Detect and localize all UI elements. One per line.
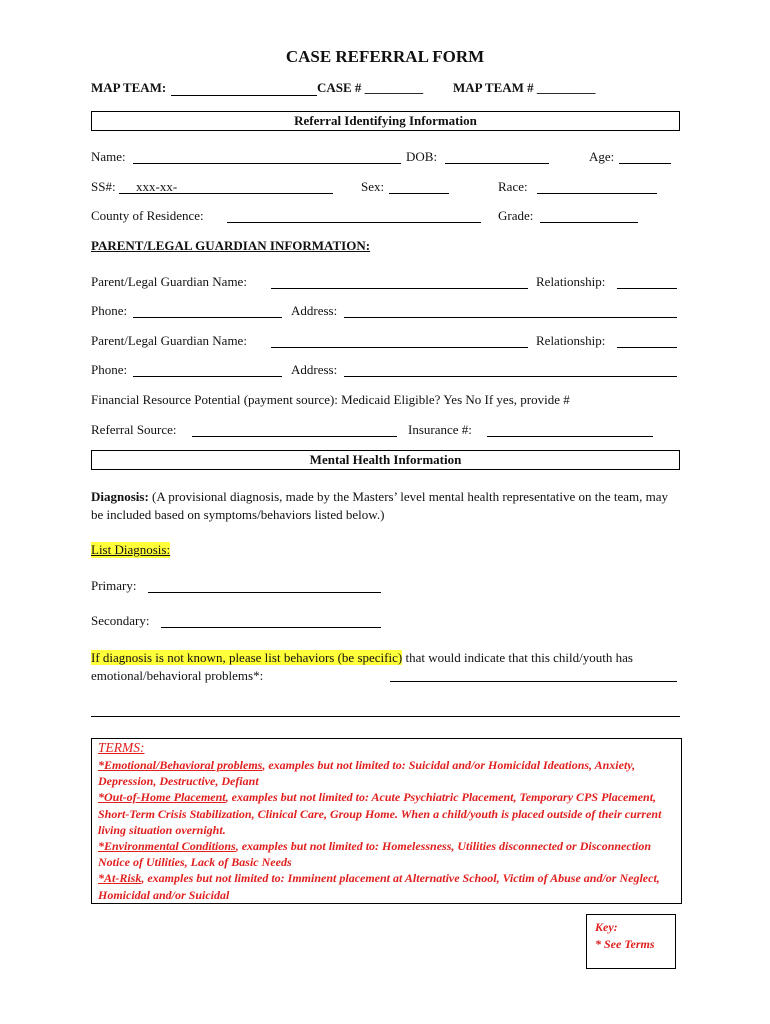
sex-label: Sex: [361,179,385,194]
dob-field[interactable] [445,163,549,164]
term-out-of-home-text: , examples but not limited to: Acute Psychiatric Placement, Temporary CPS Placement, Short-Term Crisis Stabilization, Clinical Care, Group Home. When a child/youth is placed outside of their current living situation overnight. [98,790,662,837]
guardian-name-label-1: Parent/Legal Guardian Name: [91,274,247,289]
term-item-emotional [98,757,681,789]
guardian-name-field-1[interactable] [271,288,528,289]
behaviors-field-1[interactable] [390,681,677,682]
relationship-label-1: Relationship: [536,274,606,289]
race-label: Race: [498,179,528,194]
race-field[interactable] [537,193,657,194]
case-number-label: CASE # _________ [317,80,424,95]
diagnosis-text: (A provisional diagnosis, made by the Masters’ level mental health representative on the team, may be included based on symptoms/behaviors listed below.) [91,489,669,522]
phone-label-2: Phone: [91,362,128,377]
relationship-field-2[interactable] [617,347,677,348]
key-see-terms: * See Terms [595,937,655,951]
financial-resource-text: Financial Resource Potential (payment source): Medicaid Eligible? Yes No If yes, provide # [91,392,570,407]
referral-source-label: Referral Source: [91,422,177,437]
terms-box [91,738,682,904]
term-item-at-risk [98,870,681,902]
section-heading-mental-health: Mental Health Information [91,450,680,470]
dob-label: DOB: [406,149,438,164]
diagnosis-label: Diagnosis: [91,489,149,504]
address-field-2[interactable] [344,376,677,377]
map-team-field[interactable] [171,95,317,96]
age-label: Age: [589,149,615,164]
phone-field-2[interactable] [133,376,282,377]
secondary-label: Secondary: [91,613,150,628]
county-label: County of Residence: [91,208,204,223]
term-item-out-of-home [98,789,681,838]
behaviors-text: that would indicate that this child/youth has emotional/behavioral problems*: [91,650,633,683]
address-label-2: Address: [291,362,338,377]
ss-label: SS#: [91,179,116,194]
term-environmental: *Environmental Conditions [98,839,236,854]
ss-value: xxx-xx- [136,179,178,194]
behaviors-field-2[interactable] [91,716,680,717]
phone-label-1: Phone: [91,303,128,318]
relationship-label-2: Relationship: [536,333,606,348]
county-field[interactable] [227,222,481,223]
guardian-section-heading: PARENT/LEGAL GUARDIAN INFORMATION: [91,238,371,253]
guardian-name-label-2: Parent/Legal Guardian Name: [91,333,247,348]
term-out-of-home: *Out-of-Home Placement [98,790,226,805]
map-team-number-label: MAP TEAM # _________ [453,80,596,95]
terms-heading: TERMS: [98,740,145,755]
grade-field[interactable] [540,222,638,223]
grade-label: Grade: [498,208,534,223]
behaviors-highlight: If diagnosis is not known, please list behaviors (be specific) [91,650,403,665]
term-emotional-text: , examples but not limited to: Suicidal and/or Homicidal Ideations, Anxiety, Depression, Destructive, Defiant [98,758,636,789]
name-field[interactable] [133,163,401,164]
map-team-label: MAP TEAM: [91,80,167,95]
secondary-field[interactable] [161,627,381,628]
relationship-field-1[interactable] [617,288,677,289]
term-at-risk-text: , examples but not limited to: Imminent placement at Alternative School, Victim of Abuse and/or Neglect, Homicidal and/or Suicidal [98,871,660,902]
insurance-field[interactable] [487,436,653,437]
key-label: Key: [595,920,618,934]
primary-field[interactable] [148,592,381,593]
form-title: CASE REFERRAL FORM [285,47,485,66]
guardian-name-field-2[interactable] [271,347,528,348]
list-diagnosis-label: List Diagnosis: [91,542,171,557]
section-heading-referral: Referral Identifying Information [91,111,680,131]
name-label: Name: [91,149,126,164]
term-item-environmental [98,838,681,870]
phone-field-1[interactable] [133,317,282,318]
term-at-risk: *At-Risk [98,871,142,886]
address-field-1[interactable] [344,317,677,318]
behaviors-paragraph [91,649,681,685]
sex-field[interactable] [389,193,449,194]
insurance-label: Insurance #: [408,422,472,437]
term-environmental-text: , examples but not limited to: Homelessness, Utilities disconnected or Disconnection Notice of Utilities, Lack of Basic Needs [98,839,652,870]
age-field[interactable] [619,163,671,164]
term-emotional: *Emotional/Behavioral problems [98,758,263,772]
primary-label: Primary: [91,578,137,593]
key-box [586,914,676,969]
diagnosis-paragraph [91,488,681,524]
referral-source-field[interactable] [192,436,397,437]
address-label-1: Address: [291,303,338,318]
